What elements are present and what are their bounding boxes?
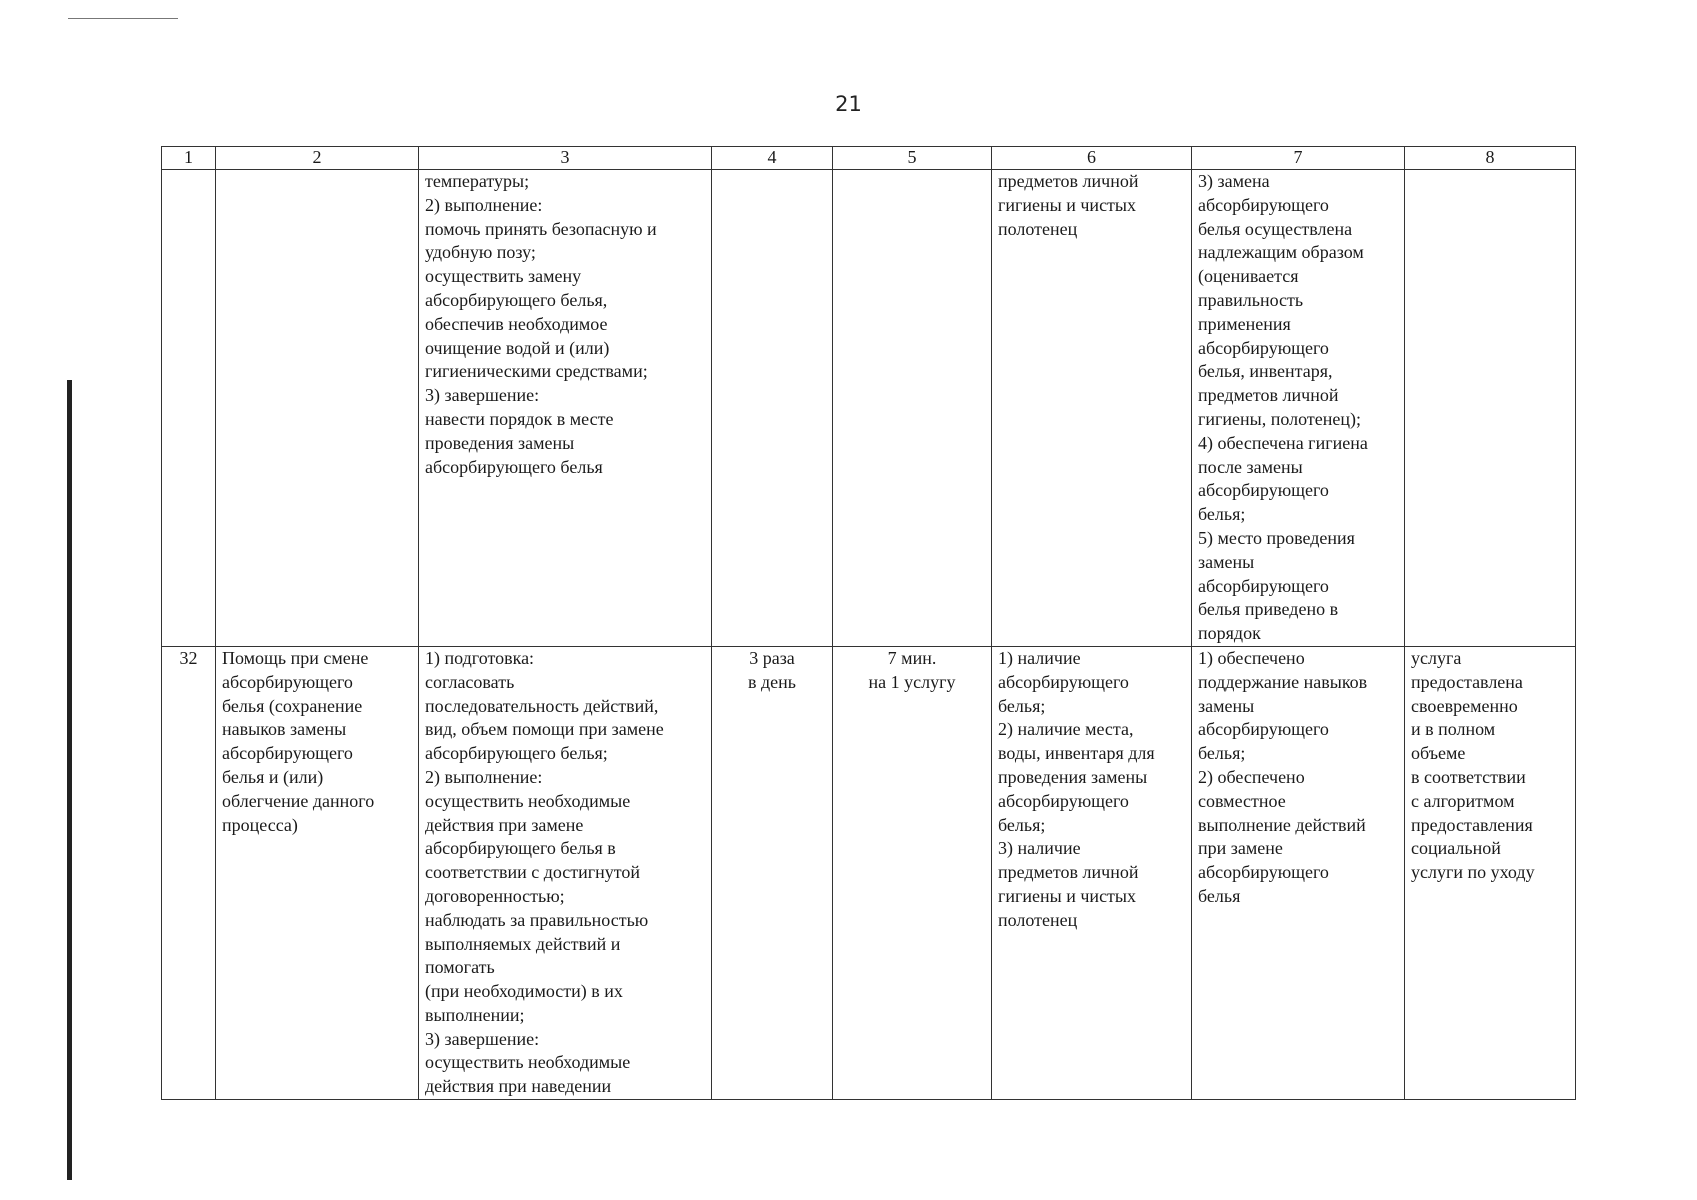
cell-periodicity: 3 раза в день: [712, 646, 833, 1099]
table-row-32: [162, 646, 1576, 1099]
cell-quality-indicators: 1) обеспечено поддержание навыков замены абсорбирующего белья; 2) обеспечено совместное выполнение действий при замене абсорбирующего белья: [1192, 646, 1405, 1099]
column-header-7: 7: [1192, 147, 1405, 170]
cell-number: [162, 170, 216, 647]
cell-periodicity: [712, 170, 833, 647]
cell-conditions: предметов личной гигиены и чистых полотенец: [992, 170, 1192, 647]
column-header-4: 4: [712, 147, 833, 170]
cell-result-evaluation: услуга предоставлена своевременно и в полном объеме в соответствии с алгоритмом предоставления социальной услуги по уходу: [1405, 646, 1576, 1099]
cell-time-norm: [833, 170, 992, 647]
cell-service-name: Помощь при смене абсорбирующего белья (сохранение навыков замены абсорбирующего белья и (или) облегчение данного процесса): [216, 646, 419, 1099]
cell-service-description: температуры; 2) выполнение: помочь принять безопасную и удобную позу; осуществить замену абсорбирующего белья, обеспечив необходимое очищение водой и (или) гигиеническими средствами; 3) завершение: навести порядок в месте проведения замены абсорбирующего белья: [419, 170, 712, 647]
column-header-8: 8: [1405, 147, 1576, 170]
column-number-header-row: [162, 147, 1576, 170]
cell-quality-indicators: 3) замена абсорбирующего белья осуществлена надлежащим образом (оценивается правильность применения абсорбирующего белья, инвентаря, предметов личной гигиены, полотенец); 4) обеспечена гигиена после замены абсорбирующего белья; 5) место проведения замены абсорбирующего белья приведено в порядок: [1192, 170, 1405, 647]
services-table: [161, 146, 1576, 1100]
column-header-6: 6: [992, 147, 1192, 170]
page-number: 21: [835, 92, 862, 116]
column-header-3: 3: [419, 147, 712, 170]
cell-service-description: 1) подготовка: согласовать последовательность действий, вид, объем помощи при замене абсорбирующего белья; 2) выполнение: осуществить необходимые действия при замене абсорбирующего белья в соответствии с достигнутой договоренностью; наблюдать за правильностью выполняемых действий и помогать (при необходимости) в их выполнении; 3) завершение: осуществить необходимые действия при наведении: [419, 646, 712, 1099]
column-header-5: 5: [833, 147, 992, 170]
cell-conditions: 1) наличие абсорбирующего белья; 2) наличие места, воды, инвентаря для проведения замены абсорбирующего белья; 3) наличие предметов личной гигиены и чистых полотенец: [992, 646, 1192, 1099]
column-header-2: 2: [216, 147, 419, 170]
cell-time-norm: 7 мин. на 1 услугу: [833, 646, 992, 1099]
binder-edge-bar: [67, 380, 72, 1180]
top-rule: [68, 18, 178, 19]
cell-result-evaluation: [1405, 170, 1576, 647]
cell-service-name: [216, 170, 419, 647]
column-header-1: 1: [162, 147, 216, 170]
cell-number: 32: [162, 646, 216, 1099]
table-row-continuation: [162, 170, 1576, 647]
